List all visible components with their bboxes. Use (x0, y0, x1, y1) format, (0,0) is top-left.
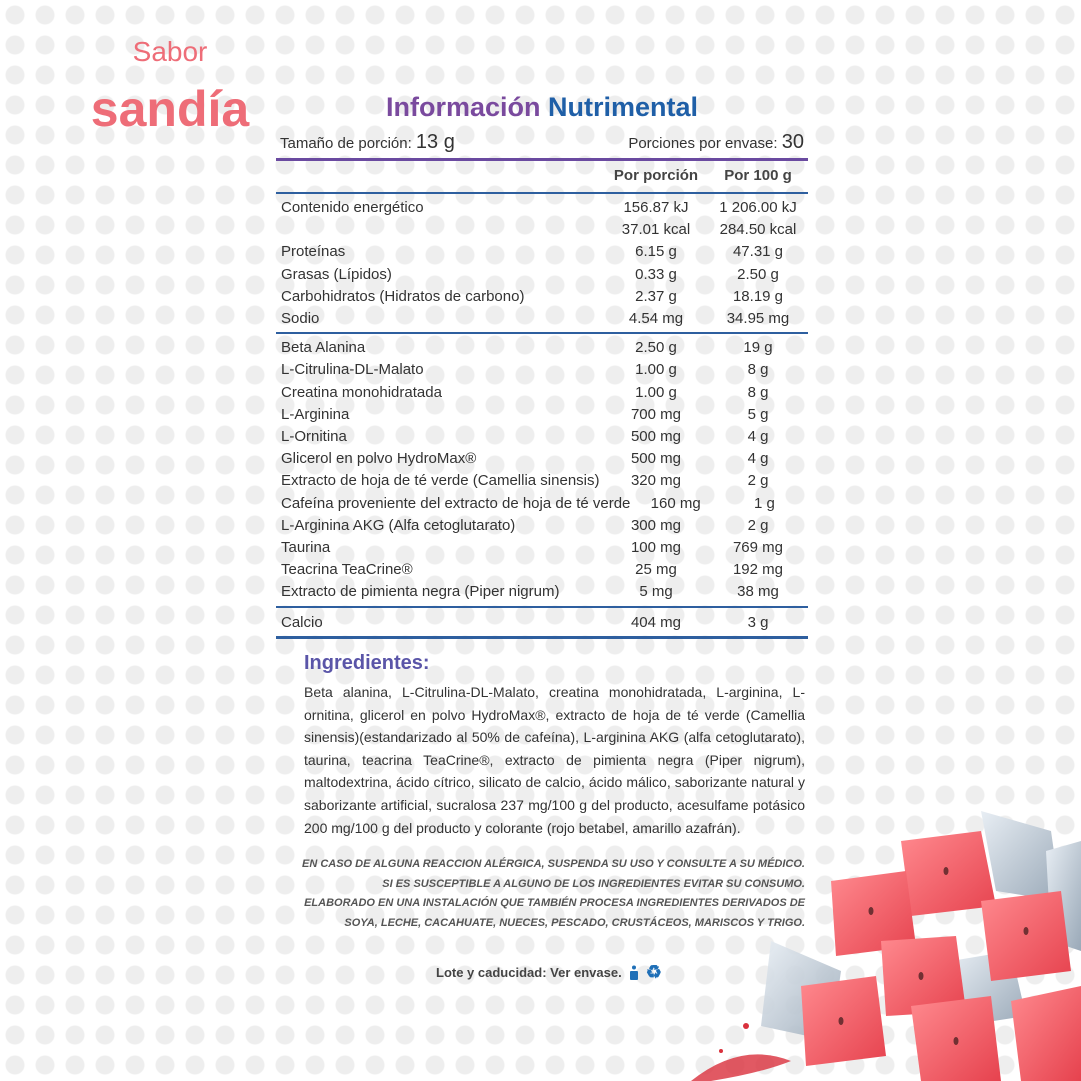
value-per-100g: 2.50 g (737, 265, 779, 283)
value-per-serving: 300 mg (630, 516, 682, 534)
value-per-100g: 19 g (743, 339, 773, 357)
flavor-name: sandía (90, 81, 250, 137)
col-per-100g: Por 100 g (724, 167, 792, 184)
value-per-100g: 4 g (747, 450, 769, 468)
nutrient-name: Creatina monohidratada (281, 383, 442, 401)
lot-text: Lote y caducidad: Ver envase. (436, 965, 622, 980)
nutrient-row (276, 493, 808, 515)
macros-block (276, 194, 808, 334)
value-per-serving: 700 mg (630, 405, 682, 423)
flavor-label: Sabor (132, 36, 208, 67)
value-per-serving: 5 mg (639, 583, 673, 601)
nutrient-name: L-Arginina (281, 405, 350, 423)
nutrient-name: Carbohidratos (Hidratos de carbono) (281, 287, 525, 305)
value-per-serving: 6.15 g (635, 243, 677, 261)
nutrient-row (276, 470, 808, 492)
nutrient-name: Proteínas (281, 243, 346, 261)
nutrient-row (276, 404, 808, 426)
value-per-100g: 2 g (747, 516, 769, 534)
nutrient-row (276, 559, 808, 581)
value-per-serving: 404 mg (630, 613, 682, 631)
nutrient-name: Sodio (281, 310, 320, 328)
actives-block (276, 334, 808, 607)
value-per-serving: 25 mg (635, 561, 677, 579)
nutrient-row (276, 286, 808, 308)
nutrient-name: L-Arginina AKG (Alfa cetoglutarato) (281, 516, 516, 534)
nutrient-row (276, 264, 808, 286)
value-per-100g: 34.95 mg (726, 310, 790, 328)
value-per-100g: 2 g (747, 472, 769, 490)
value-per-100g: 1 g (754, 494, 775, 512)
value-per-100g: 4 g (747, 428, 769, 446)
column-headers (276, 161, 808, 194)
col-per-serving: Por porción (613, 167, 699, 184)
nutrient-row (276, 426, 808, 448)
value-per-serving: 500 mg (630, 450, 682, 468)
value-per-serving: 500 mg (630, 428, 682, 446)
nutrient-name: Glicerol en polvo HydroMax® (281, 450, 477, 468)
value-per-100g: 8 g (747, 361, 769, 379)
value-per-serving: 2.50 g (635, 339, 677, 357)
trash-bin-icon (628, 965, 640, 981)
value-per-serving: 100 mg (630, 539, 682, 557)
value-per-100g: 8 g (747, 383, 769, 401)
value-per-serving: 0.33 g (635, 265, 677, 283)
nutrient-name: L-Ornitina (281, 428, 347, 446)
nutrient-name: Taurina (281, 539, 331, 557)
nutrient-row (276, 448, 808, 470)
lot-info (436, 962, 662, 983)
value-per-100g: 769 mg (732, 539, 784, 557)
servings-per-container: Porciones por envase: 30 (628, 131, 804, 153)
nutrient-row (276, 581, 808, 603)
nutrient-row (276, 308, 808, 330)
nutrient-name: Teacrina TeaCrine® (281, 561, 413, 579)
value-per-serving: 160 mg (650, 494, 701, 512)
nutrient-row (276, 337, 808, 359)
nutrition-title: Información Nutrimental (385, 92, 699, 122)
value-per-100g: 3 g (747, 613, 769, 631)
ingredients-text: Beta alanina, L-Citrulina-DL-Malato, creatina monohidratada, L-arginina, L-ornitina, glicerol en polvo HydroMax®, extracto de hoja de té verde (Camellia sinensis)(estandarizado al 50% de cafeína), L-arginina AKG (alfa cetoglutarato), taurina, teacrina TeaCrine®, extracto de pimienta negra (Piper nigrum), maltodextrina, ácido cítrico, silicato de calcio, ácido málico, saborizante natural y saborizante artificial, sucralosa 237 mg/100 g del producto, acesulfame potásico 200 mg/100 g del producto y colorante (rojo betabel, amarillo azafrán). (304, 684, 805, 836)
nutrient-row (276, 612, 808, 634)
nutrient-name: Calcio (281, 613, 323, 631)
value-per-100g: 5 g (747, 405, 769, 423)
value-per-serving: 320 mg (630, 472, 682, 490)
value-per-serving: 1.00 g (635, 361, 677, 379)
watermelon-ice-decoration (651, 811, 1081, 1081)
serving-info-row (276, 129, 808, 161)
value-per-100g: 192 mg (732, 561, 784, 579)
value-per-100g: 38 mg (737, 583, 779, 601)
value-per-serving: 1.00 g (635, 383, 677, 401)
nutrient-name: Grasas (Lípidos) (281, 265, 392, 283)
nutrient-row (276, 359, 808, 381)
value-per-100g: 18.19 g (732, 287, 784, 305)
nutrient-name: L-Citrulina-DL-Malato (281, 361, 424, 379)
ingredients-title: Ingredientes: (304, 652, 430, 674)
value-per-100g: 47.31 g (732, 243, 784, 261)
value-per-serving: 2.37 g (635, 287, 677, 305)
allergen-warning: EN CASO DE ALGUNA REACCION ALÉRGICA, SUSPENDA SU USO Y CONSULTE A SU MÉDICO. SI ES SUSCEPTIBLE A ALGUNO DE LOS INGREDIENTES EVITAR SU CONSUMO. ELABORADO EN UNA INSTALACIÓN QUE TAMBIÉN PROCESA INGREDIENTES DERIVADOS DE SOYA, LECHE, CACAHUATE, NUECES, PESCADO, CRUSTÁCEOS, MARISCOS Y TRIGO. (302, 858, 805, 929)
nutrient-row (276, 382, 808, 404)
nutrient-row (276, 241, 808, 263)
serving-size: Tamaño de porción: 13 g (280, 131, 455, 153)
nutrient-name: Beta Alanina (281, 339, 366, 357)
energy-row: Contenido energético 156.87 kJ 37.01 kcal 1 206.00 kJ 284.50 kcal (281, 199, 797, 239)
nutrition-facts-panel (276, 92, 808, 639)
recycle-icon: ♻ (645, 962, 662, 982)
nutrient-name: Extracto de hoja de té verde (Camellia sinensis) (281, 472, 600, 490)
minerals-block (276, 608, 808, 639)
nutrient-row (276, 537, 808, 559)
nutrient-row (276, 515, 808, 537)
nutrient-name: Cafeína proveniente del extracto de hoja de té verde (281, 494, 631, 512)
value-per-serving: 4.54 mg (628, 310, 684, 328)
nutrient-name: Extracto de pimienta negra (Piper nigrum) (281, 583, 560, 601)
